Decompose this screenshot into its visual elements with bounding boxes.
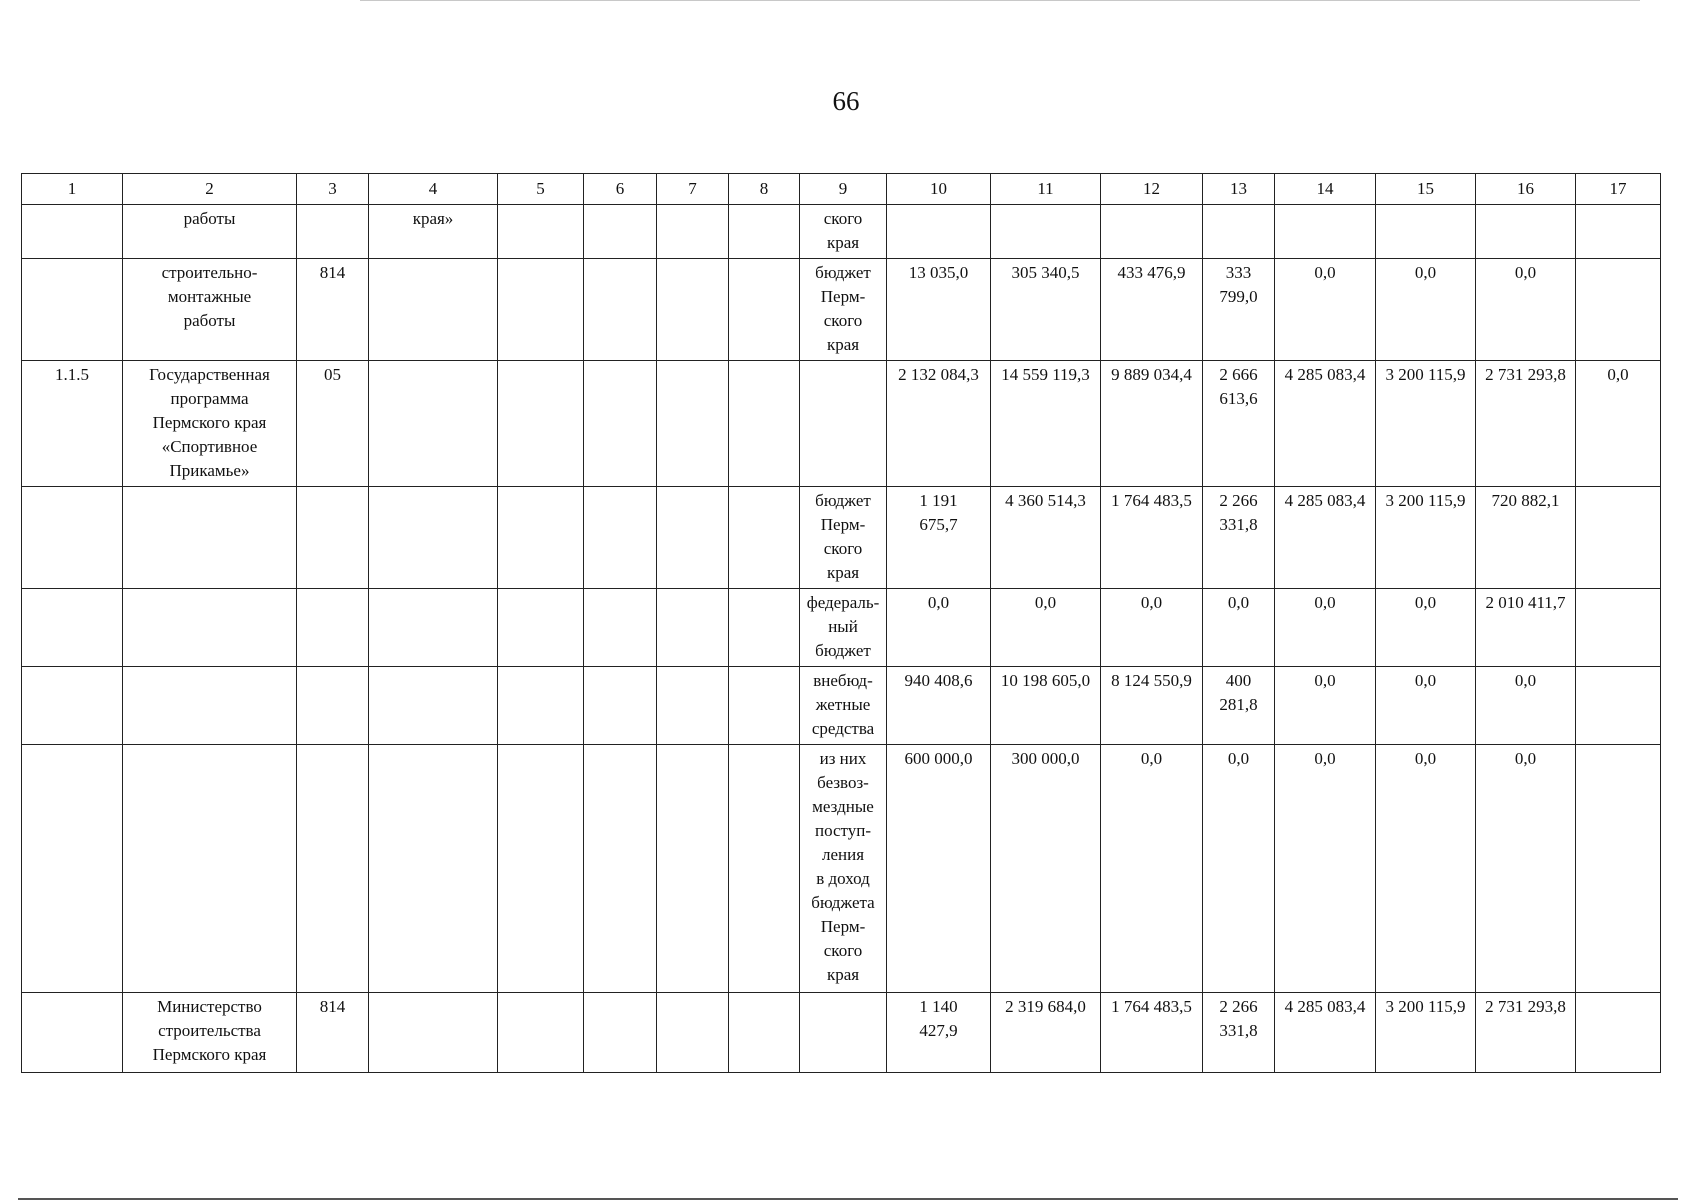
table-cell bbox=[297, 667, 369, 745]
table-cell bbox=[22, 205, 123, 259]
column-number: 1 bbox=[22, 174, 123, 205]
table-cell: 0,0 bbox=[1476, 259, 1576, 361]
table-cell bbox=[584, 361, 657, 487]
table-cell: 3 200 115,9 bbox=[1376, 361, 1476, 487]
table-cell: Министерство строительства Пермского края bbox=[123, 993, 297, 1073]
table-cell bbox=[22, 259, 123, 361]
table-cell: 3 200 115,9 bbox=[1376, 487, 1476, 589]
table-cell bbox=[657, 745, 729, 993]
column-number: 12 bbox=[1101, 174, 1203, 205]
table-row bbox=[22, 259, 1661, 361]
table-cell: работы bbox=[123, 205, 297, 259]
table-cell: 4 285 083,4 bbox=[1275, 361, 1376, 487]
table-row bbox=[22, 745, 1661, 993]
table-cell bbox=[729, 589, 800, 667]
column-number: 14 bbox=[1275, 174, 1376, 205]
column-number: 7 bbox=[657, 174, 729, 205]
table-cell: 0,0 bbox=[1376, 667, 1476, 745]
table-cell: 05 bbox=[297, 361, 369, 487]
table-cell: 0,0 bbox=[1203, 745, 1275, 993]
table-cell bbox=[1576, 745, 1661, 993]
table-cell bbox=[584, 259, 657, 361]
table-cell: строительно- монтажные работы bbox=[123, 259, 297, 361]
column-number: 16 bbox=[1476, 174, 1576, 205]
column-number: 6 bbox=[584, 174, 657, 205]
table-cell bbox=[1203, 205, 1275, 259]
table-cell bbox=[1576, 667, 1661, 745]
table-cell bbox=[584, 487, 657, 589]
table-cell bbox=[22, 667, 123, 745]
table-cell bbox=[123, 487, 297, 589]
table-cell bbox=[498, 205, 584, 259]
table-cell: внебюд- жетные средства bbox=[800, 667, 887, 745]
table-cell: 0,0 bbox=[1275, 589, 1376, 667]
table-cell: 13 035,0 bbox=[887, 259, 991, 361]
table-cell bbox=[1576, 205, 1661, 259]
column-number: 2 bbox=[123, 174, 297, 205]
table-cell bbox=[991, 205, 1101, 259]
table-cell bbox=[729, 205, 800, 259]
table-cell bbox=[657, 589, 729, 667]
table-cell: 9 889 034,4 bbox=[1101, 361, 1203, 487]
table-cell: 1 140 427,9 bbox=[887, 993, 991, 1073]
column-number: 15 bbox=[1376, 174, 1476, 205]
table-cell bbox=[369, 993, 498, 1073]
table-cell bbox=[887, 205, 991, 259]
table-cell: 0,0 bbox=[991, 589, 1101, 667]
table-cell: 2 319 684,0 bbox=[991, 993, 1101, 1073]
table-cell bbox=[369, 361, 498, 487]
table-row bbox=[22, 361, 1661, 487]
table-cell bbox=[369, 589, 498, 667]
table-cell: 600 000,0 bbox=[887, 745, 991, 993]
column-number: 13 bbox=[1203, 174, 1275, 205]
table-cell bbox=[584, 667, 657, 745]
table-cell bbox=[584, 993, 657, 1073]
table-cell: 814 bbox=[297, 259, 369, 361]
table-cell bbox=[1576, 589, 1661, 667]
table-cell: 720 882,1 bbox=[1476, 487, 1576, 589]
table-cell bbox=[369, 487, 498, 589]
table-cell: 10 198 605,0 bbox=[991, 667, 1101, 745]
table-cell: 1 191 675,7 bbox=[887, 487, 991, 589]
column-number: 8 bbox=[729, 174, 800, 205]
table-cell bbox=[22, 589, 123, 667]
table-cell: 0,0 bbox=[1576, 361, 1661, 487]
table-cell bbox=[498, 745, 584, 993]
table-cell bbox=[657, 487, 729, 589]
table-cell: 0,0 bbox=[1376, 259, 1476, 361]
table-cell: 0,0 bbox=[1203, 589, 1275, 667]
column-number: 11 bbox=[991, 174, 1101, 205]
table-cell: 8 124 550,9 bbox=[1101, 667, 1203, 745]
table-cell bbox=[729, 361, 800, 487]
table-cell bbox=[297, 589, 369, 667]
table-cell: 300 000,0 bbox=[991, 745, 1101, 993]
table-cell: 1 764 483,5 bbox=[1101, 993, 1203, 1073]
table-cell: 2 266 331,8 bbox=[1203, 993, 1275, 1073]
table-cell bbox=[498, 487, 584, 589]
table-cell: 0,0 bbox=[1101, 745, 1203, 993]
table-cell: 2 132 084,3 bbox=[887, 361, 991, 487]
table-cell bbox=[22, 993, 123, 1073]
table-cell bbox=[498, 589, 584, 667]
table-cell: 0,0 bbox=[1275, 667, 1376, 745]
table-cell bbox=[123, 589, 297, 667]
table-cell: из них безвоз- мездные поступ- ления в доход бюджета Перм- ского края bbox=[800, 745, 887, 993]
table-cell: 814 bbox=[297, 993, 369, 1073]
table-cell: 0,0 bbox=[887, 589, 991, 667]
table-cell bbox=[297, 205, 369, 259]
table-cell: 2 010 411,7 bbox=[1476, 589, 1576, 667]
column-number: 4 bbox=[369, 174, 498, 205]
table-cell bbox=[657, 667, 729, 745]
column-number: 5 bbox=[498, 174, 584, 205]
table-cell: 14 559 119,3 bbox=[991, 361, 1101, 487]
table-cell: 0,0 bbox=[1476, 667, 1576, 745]
table-cell bbox=[657, 993, 729, 1073]
table-cell bbox=[729, 667, 800, 745]
table-cell bbox=[1376, 205, 1476, 259]
table-cell bbox=[800, 361, 887, 487]
table-cell: 2 731 293,8 bbox=[1476, 361, 1576, 487]
table-cell bbox=[657, 361, 729, 487]
table-row bbox=[22, 487, 1661, 589]
table-cell: бюджет Перм- ского края bbox=[800, 487, 887, 589]
table-cell: Государственная программа Пермского края «Спортивное Прикамье» bbox=[123, 361, 297, 487]
table-cell: 2 666 613,6 bbox=[1203, 361, 1275, 487]
table-row bbox=[22, 589, 1661, 667]
table-cell: 4 285 083,4 bbox=[1275, 487, 1376, 589]
table-cell bbox=[369, 745, 498, 993]
table-cell: 4 285 083,4 bbox=[1275, 993, 1376, 1073]
table-cell: 940 408,6 bbox=[887, 667, 991, 745]
table-cell: 2 266 331,8 bbox=[1203, 487, 1275, 589]
table-cell bbox=[369, 667, 498, 745]
table-cell: 0,0 bbox=[1275, 259, 1376, 361]
table-cell bbox=[657, 205, 729, 259]
column-number: 9 bbox=[800, 174, 887, 205]
scan-top-rule bbox=[360, 0, 1640, 1]
table-row bbox=[22, 205, 1661, 259]
table-row bbox=[22, 667, 1661, 745]
budget-table bbox=[21, 173, 1661, 1073]
table-cell bbox=[297, 487, 369, 589]
table-cell: 1.1.5 bbox=[22, 361, 123, 487]
table-cell bbox=[22, 745, 123, 993]
table-cell: 305 340,5 bbox=[991, 259, 1101, 361]
table-cell bbox=[1576, 993, 1661, 1073]
table-cell: 3 200 115,9 bbox=[1376, 993, 1476, 1073]
page-number: 66 bbox=[832, 86, 860, 116]
table-cell bbox=[584, 745, 657, 993]
table-cell: 0,0 bbox=[1476, 745, 1576, 993]
table-cell bbox=[297, 745, 369, 993]
table-cell bbox=[1576, 487, 1661, 589]
table-cell: 333 799,0 bbox=[1203, 259, 1275, 361]
column-number: 17 bbox=[1576, 174, 1661, 205]
table-cell: 400 281,8 bbox=[1203, 667, 1275, 745]
table-cell bbox=[1275, 205, 1376, 259]
table-cell: федераль- ный бюджет bbox=[800, 589, 887, 667]
table-cell: 2 731 293,8 bbox=[1476, 993, 1576, 1073]
table-cell bbox=[800, 993, 887, 1073]
table-cell: 0,0 bbox=[1275, 745, 1376, 993]
table-cell bbox=[729, 745, 800, 993]
table-cell bbox=[123, 745, 297, 993]
table-cell: края» bbox=[369, 205, 498, 259]
table-row bbox=[22, 993, 1661, 1073]
table-cell bbox=[1101, 205, 1203, 259]
column-number-row bbox=[22, 174, 1661, 205]
table-cell bbox=[729, 259, 800, 361]
table-cell bbox=[123, 667, 297, 745]
table-cell bbox=[498, 667, 584, 745]
table-cell: 0,0 bbox=[1101, 589, 1203, 667]
table-cell: 1 764 483,5 bbox=[1101, 487, 1203, 589]
table-cell: 4 360 514,3 bbox=[991, 487, 1101, 589]
table-cell: 0,0 bbox=[1376, 589, 1476, 667]
table-cell: 0,0 bbox=[1376, 745, 1476, 993]
table-cell bbox=[584, 589, 657, 667]
table-cell: бюджет Перм- ского края bbox=[800, 259, 887, 361]
table-cell: ского края bbox=[800, 205, 887, 259]
table-cell bbox=[584, 205, 657, 259]
column-number: 10 bbox=[887, 174, 991, 205]
table-cell bbox=[498, 259, 584, 361]
table-cell bbox=[729, 487, 800, 589]
table-cell bbox=[1576, 259, 1661, 361]
column-number: 3 bbox=[297, 174, 369, 205]
table-cell bbox=[729, 993, 800, 1073]
table-cell bbox=[498, 993, 584, 1073]
table-cell bbox=[657, 259, 729, 361]
table-cell: 433 476,9 bbox=[1101, 259, 1203, 361]
table-cell bbox=[498, 361, 584, 487]
table-cell bbox=[22, 487, 123, 589]
table-cell bbox=[1476, 205, 1576, 259]
table-cell bbox=[369, 259, 498, 361]
